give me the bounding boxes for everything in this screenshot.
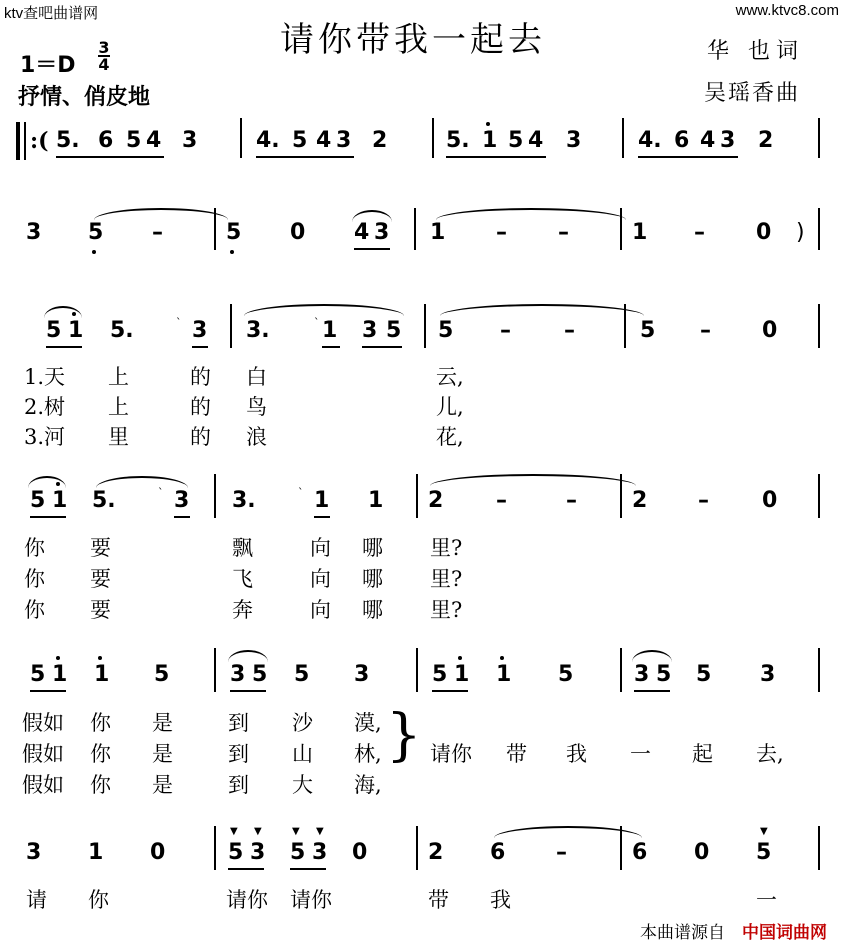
note: 3 xyxy=(354,662,370,687)
lyric: 你 xyxy=(24,598,45,622)
composer: 吴瑶香曲 xyxy=(704,81,801,106)
lyric: 你 xyxy=(90,742,111,766)
note: 3 xyxy=(566,128,582,153)
tempo-mood: 抒情、俏皮地 xyxy=(18,85,151,110)
lyric: 哪 xyxy=(362,536,383,560)
lyric: 的 xyxy=(190,425,211,449)
note: 5 xyxy=(30,662,46,687)
lyric: 海, xyxy=(354,773,382,797)
note: 1 xyxy=(52,488,68,513)
beam xyxy=(30,516,66,518)
close-paren: ) xyxy=(796,220,805,245)
barline xyxy=(620,826,622,870)
note: 5. xyxy=(110,318,134,343)
watermark-right: www.ktvc8.com xyxy=(735,2,839,19)
note: 1 xyxy=(632,220,648,245)
lyric: 请你 xyxy=(226,888,268,912)
note: 3. xyxy=(232,488,256,513)
lyric: 带 xyxy=(428,888,449,912)
lyric: 向 xyxy=(310,536,331,560)
note: 1 xyxy=(68,318,84,343)
note: 6 xyxy=(632,840,648,865)
note: 5 xyxy=(640,318,656,343)
note: 4. xyxy=(638,128,662,153)
lyric: 漠, xyxy=(354,711,382,735)
barline xyxy=(214,648,216,692)
low-octave-dot xyxy=(230,250,234,254)
note: 4. xyxy=(256,128,280,153)
note: 1 xyxy=(52,662,68,687)
barline xyxy=(24,122,26,160)
tie xyxy=(244,304,404,316)
lyric: 飞 xyxy=(232,567,253,591)
high-octave-dot xyxy=(486,122,490,126)
lyric: 向 xyxy=(310,598,331,622)
note: 5 xyxy=(46,318,62,343)
lyric: 沙 xyxy=(292,711,313,735)
barline xyxy=(818,648,820,692)
barline xyxy=(818,826,820,870)
barline xyxy=(620,474,622,518)
note: 3 xyxy=(312,840,328,865)
note: 2 xyxy=(428,488,444,513)
beam xyxy=(56,156,164,158)
lyric: 我 xyxy=(566,742,587,766)
lyricist: 华 也词 xyxy=(707,39,804,64)
grace-mark: ` xyxy=(158,486,164,499)
accent-mark: ▼ xyxy=(254,826,262,837)
lyric: 要 xyxy=(90,567,111,591)
note: 3 xyxy=(250,840,266,865)
lyric: 是 xyxy=(152,773,173,797)
accent-mark: ▼ xyxy=(230,826,238,837)
accent-mark: ▼ xyxy=(292,826,300,837)
slur xyxy=(632,650,672,662)
barline xyxy=(416,648,418,692)
note: 5 xyxy=(432,662,448,687)
time-signature: 3 4 xyxy=(98,38,110,74)
beam xyxy=(362,346,402,348)
lyric: 你 xyxy=(24,567,45,591)
high-octave-dot xyxy=(500,656,504,660)
note: 3 xyxy=(26,220,42,245)
note: – xyxy=(564,318,575,343)
note: 1 xyxy=(482,128,498,153)
lyric: 请 xyxy=(26,888,47,912)
note: 5 xyxy=(228,840,244,865)
note: 5 xyxy=(756,840,772,865)
footer-site-link[interactable]: 中国词曲网 xyxy=(742,923,827,943)
note: 4 xyxy=(528,128,544,153)
lyric: 里? xyxy=(430,567,463,591)
barline xyxy=(240,118,242,158)
note: – xyxy=(558,220,569,245)
note: 0 xyxy=(762,318,778,343)
footer-source-label: 本曲谱源自 xyxy=(640,923,725,943)
note: – xyxy=(698,488,709,513)
slur xyxy=(96,476,188,488)
barline xyxy=(432,118,434,158)
beam xyxy=(432,690,468,692)
accent-mark: ▼ xyxy=(316,826,324,837)
note: 0 xyxy=(694,840,710,865)
note: 5. xyxy=(446,128,470,153)
note: 3 xyxy=(174,488,190,513)
low-octave-dot xyxy=(92,250,96,254)
note: 5 xyxy=(126,128,142,153)
note: 5 xyxy=(386,318,402,343)
beam xyxy=(256,156,354,158)
lyric: 是 xyxy=(152,711,173,735)
lyric: 到 xyxy=(228,773,249,797)
tie xyxy=(430,474,636,486)
lyric: 奔 xyxy=(232,598,253,622)
lyric: 花, xyxy=(436,425,464,449)
barline xyxy=(424,304,426,348)
note: 5 xyxy=(508,128,524,153)
barline xyxy=(818,118,820,158)
lyric: 的 xyxy=(190,395,211,419)
note: 6 xyxy=(674,128,690,153)
note: 5 xyxy=(290,840,306,865)
slur xyxy=(28,476,66,488)
staff-row-2 xyxy=(0,220,847,280)
note: 1 xyxy=(454,662,470,687)
note: 6 xyxy=(98,128,114,153)
lyric: 里? xyxy=(430,598,463,622)
lyric: 带 xyxy=(506,742,527,766)
note: 4 xyxy=(316,128,332,153)
lyric: 你 xyxy=(90,711,111,735)
note: – xyxy=(496,488,507,513)
note: – xyxy=(500,318,511,343)
lyric: 假如 xyxy=(22,742,64,766)
lyric: 3.河 xyxy=(24,425,66,449)
note: 5 xyxy=(292,128,308,153)
beam xyxy=(192,346,208,348)
lyric: 林, xyxy=(354,742,382,766)
note: 5 xyxy=(656,662,672,687)
note: 1 xyxy=(94,662,110,687)
lyric: 1.天 xyxy=(24,365,66,389)
note: 3 xyxy=(336,128,352,153)
repeat-dots: :( xyxy=(30,128,49,154)
lyric: 你 xyxy=(88,888,109,912)
beam xyxy=(30,690,66,692)
beam xyxy=(314,516,330,518)
note: 5. xyxy=(56,128,80,153)
note: 3 xyxy=(720,128,736,153)
slur xyxy=(352,210,392,222)
note: 2 xyxy=(372,128,388,153)
barline xyxy=(230,304,232,348)
lyric: 是 xyxy=(152,742,173,766)
note: – xyxy=(556,840,567,865)
lyric: 要 xyxy=(90,536,111,560)
note: 3 xyxy=(192,318,208,343)
barline xyxy=(214,474,216,518)
note: 6 xyxy=(490,840,506,865)
lyric: 起 xyxy=(692,742,713,766)
high-octave-dot xyxy=(56,656,60,660)
lyric: 鸟 xyxy=(246,395,267,419)
note: 3 xyxy=(362,318,378,343)
note: 4 xyxy=(146,128,162,153)
lyric: 一 xyxy=(630,742,651,766)
note: 1 xyxy=(496,662,512,687)
note: 5 xyxy=(88,220,104,245)
lyric: 请你 xyxy=(290,888,332,912)
lyric: 我 xyxy=(490,888,511,912)
note: 4 xyxy=(354,220,370,245)
lyric: 请你 xyxy=(430,742,472,766)
lyric: 你 xyxy=(24,536,45,560)
beam xyxy=(634,690,670,692)
note: – xyxy=(566,488,577,513)
note: 4 xyxy=(700,128,716,153)
slur xyxy=(44,306,82,318)
note: 2 xyxy=(758,128,774,153)
song-title: 请你带我一起去 xyxy=(280,20,546,60)
note: 5. xyxy=(92,488,116,513)
verse-brace: } xyxy=(386,703,422,768)
tie xyxy=(440,304,644,316)
note: 0 xyxy=(150,840,166,865)
repeat-start-barline xyxy=(16,122,20,160)
note: – xyxy=(694,220,705,245)
key-signature: 1＝D xyxy=(20,53,76,78)
lyric: 假如 xyxy=(22,773,64,797)
lyric: 云, xyxy=(436,365,464,389)
note: 2 xyxy=(632,488,648,513)
beam xyxy=(230,690,266,692)
lyric: 上 xyxy=(108,395,129,419)
high-octave-dot xyxy=(98,656,102,660)
lyric: 上 xyxy=(108,365,129,389)
grace-mark: ` xyxy=(314,316,320,329)
note: 0 xyxy=(756,220,772,245)
beam xyxy=(446,156,546,158)
high-octave-dot xyxy=(458,656,462,660)
barline xyxy=(416,826,418,870)
barline xyxy=(818,474,820,518)
beam xyxy=(290,868,326,870)
note: 3 xyxy=(760,662,776,687)
barline xyxy=(818,304,820,348)
note: 1 xyxy=(322,318,338,343)
note: 2 xyxy=(428,840,444,865)
lyric: 浪 xyxy=(246,425,267,449)
lyric: 到 xyxy=(228,711,249,735)
note: 1 xyxy=(88,840,104,865)
beam xyxy=(174,516,190,518)
beam xyxy=(354,248,390,250)
lyric: 里? xyxy=(430,536,463,560)
note: 5 xyxy=(558,662,574,687)
accent-mark: ▼ xyxy=(760,826,768,837)
lyric: 去, xyxy=(756,742,784,766)
barline xyxy=(414,208,416,250)
note: 1 xyxy=(314,488,330,513)
staff-row-1 xyxy=(0,128,847,188)
note: – xyxy=(152,220,163,245)
lyric: 飘 xyxy=(232,536,253,560)
note: 5 xyxy=(252,662,268,687)
lyric: 你 xyxy=(90,773,111,797)
note: 3 xyxy=(634,662,650,687)
slur xyxy=(228,650,268,662)
note: 5 xyxy=(438,318,454,343)
barline xyxy=(214,826,216,870)
staff-row-4 xyxy=(0,488,847,548)
staff-row-5 xyxy=(0,662,847,722)
note: 3 xyxy=(26,840,42,865)
lyric: 白 xyxy=(246,365,267,389)
beam xyxy=(322,346,340,348)
note: 3 xyxy=(182,128,198,153)
barline xyxy=(622,118,624,158)
beam xyxy=(638,156,738,158)
note: 5 xyxy=(154,662,170,687)
barline xyxy=(416,474,418,518)
note: 5 xyxy=(696,662,712,687)
beam xyxy=(228,868,264,870)
lyric: 向 xyxy=(310,567,331,591)
note: 0 xyxy=(762,488,778,513)
note: 1 xyxy=(430,220,446,245)
lyric: 到 xyxy=(228,742,249,766)
lyric: 哪 xyxy=(362,567,383,591)
note: 3. xyxy=(246,318,270,343)
lyric: 一 xyxy=(756,888,777,912)
lyric: 儿, xyxy=(436,395,464,419)
staff-row-6 xyxy=(0,826,847,900)
note: 5 xyxy=(294,662,310,687)
note: 1 xyxy=(368,488,384,513)
lyric: 要 xyxy=(90,598,111,622)
note: – xyxy=(700,318,711,343)
note: 5 xyxy=(226,220,242,245)
lyric: 里 xyxy=(108,425,129,449)
lyric: 大 xyxy=(292,773,313,797)
barline xyxy=(620,208,622,250)
note: – xyxy=(496,220,507,245)
lyric: 假如 xyxy=(22,711,64,735)
barline xyxy=(620,648,622,692)
note: 3 xyxy=(374,220,390,245)
lyric: 的 xyxy=(190,365,211,389)
beam xyxy=(46,346,82,348)
lyric: 2.树 xyxy=(24,395,66,419)
grace-mark: ` xyxy=(298,486,304,499)
note: 5 xyxy=(30,488,46,513)
barline xyxy=(214,208,216,250)
grace-mark: ` xyxy=(176,316,182,329)
watermark-left: ktv查吧曲谱网 xyxy=(4,5,99,22)
barline xyxy=(624,304,626,348)
tie xyxy=(94,208,228,220)
tie xyxy=(436,208,626,220)
note: 3 xyxy=(230,662,246,687)
note: 0 xyxy=(352,840,368,865)
lyric: 山 xyxy=(292,742,313,766)
lyric: 哪 xyxy=(362,598,383,622)
note: 0 xyxy=(290,220,306,245)
barline xyxy=(818,208,820,250)
